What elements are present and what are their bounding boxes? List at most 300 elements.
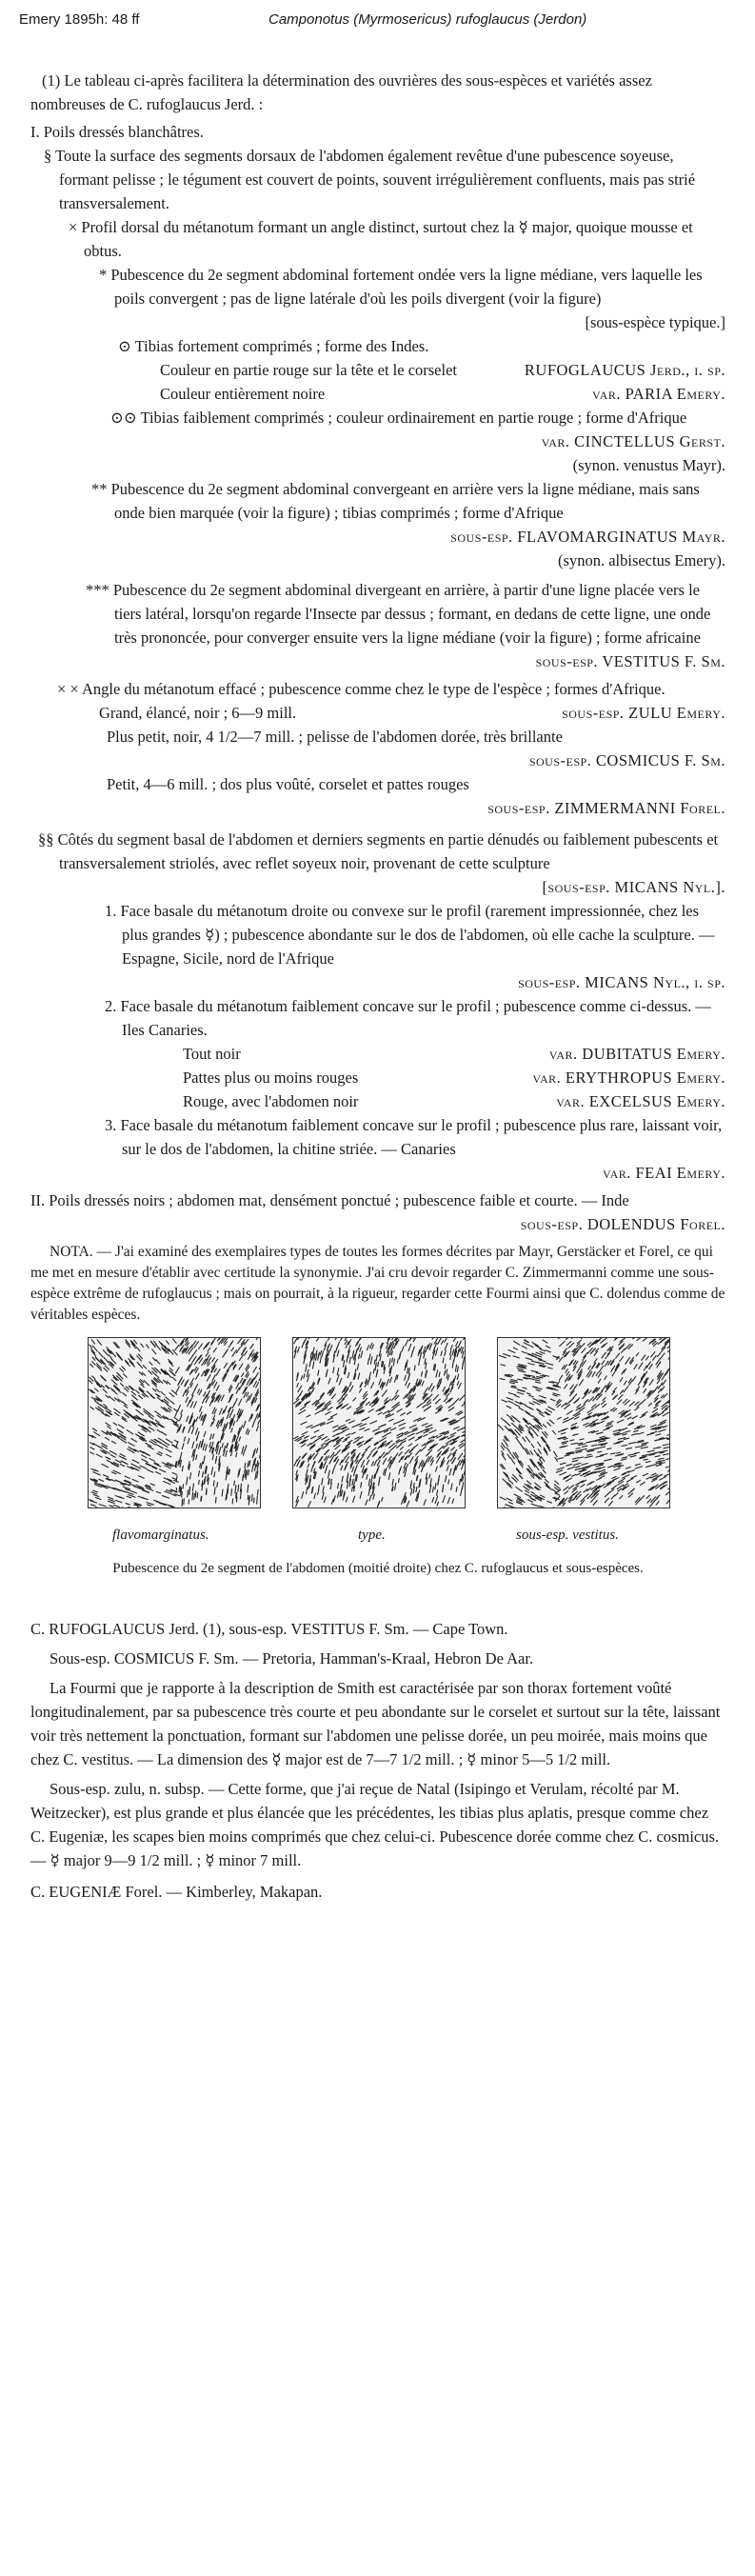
- hatch-stroke: [587, 1408, 594, 1413]
- hatch-stroke: [255, 1413, 258, 1421]
- hatch-stroke: [322, 1492, 324, 1500]
- hatch-stroke: [422, 1423, 428, 1426]
- pubescence-figure-vestitus: [497, 1337, 670, 1508]
- hatch-stroke: [580, 1485, 585, 1488]
- hatch-stroke: [666, 1434, 669, 1435]
- hatch-stroke: [563, 1421, 567, 1423]
- hatch-stroke: [175, 1345, 179, 1350]
- hatch-stroke: [569, 1398, 573, 1402]
- hatch-stroke: [306, 1364, 308, 1372]
- hatch-stroke: [248, 1497, 249, 1506]
- hatch-stroke: [559, 1375, 563, 1381]
- hatch-stroke: [426, 1362, 427, 1368]
- hatch-stroke: [507, 1406, 511, 1408]
- hatch-stroke: [665, 1368, 669, 1375]
- hatch-stroke: [333, 1465, 335, 1469]
- key-a3-value: sous-esp. VESTITUS F. Sm.: [535, 652, 725, 670]
- hatch-stroke: [393, 1358, 394, 1366]
- hatch-stroke: [369, 1354, 370, 1361]
- hatch-stroke: [579, 1439, 584, 1440]
- key-section-I: I. Poils dressés blanchâtres.: [30, 123, 204, 141]
- hatch-stroke: [407, 1383, 410, 1388]
- hatch-stroke: [189, 1472, 190, 1479]
- hatch-stroke: [586, 1425, 590, 1427]
- hatch-stroke: [358, 1344, 361, 1350]
- hatch-stroke: [552, 1430, 556, 1434]
- hatch-stroke: [246, 1428, 248, 1434]
- hatch-stroke: [641, 1447, 648, 1448]
- hatch-stroke: [182, 1466, 183, 1471]
- hatch-stroke: [294, 1460, 297, 1467]
- hatch-stroke: [306, 1487, 308, 1494]
- hatch-stroke: [552, 1489, 558, 1493]
- hatch-stroke: [113, 1423, 117, 1426]
- hatch-stroke: [332, 1426, 338, 1428]
- hatch-stroke: [366, 1500, 368, 1506]
- hatch-stroke: [642, 1443, 649, 1445]
- hatch-stroke: [520, 1443, 524, 1448]
- entry-value: var. DUBITATUS Emery.: [548, 1045, 725, 1063]
- hatch-stroke: [546, 1346, 550, 1348]
- hatch-stroke: [337, 1350, 339, 1357]
- hatch-stroke: [405, 1340, 408, 1347]
- hatch-stroke: [641, 1355, 646, 1361]
- hatch-stroke: [231, 1488, 232, 1495]
- hatch-stroke: [622, 1445, 627, 1446]
- hatch-stroke: [562, 1443, 566, 1444]
- hatch-stroke: [428, 1429, 436, 1433]
- hatch-stroke: [201, 1462, 203, 1469]
- hatch-stroke: [130, 1490, 137, 1493]
- hatch-stroke: [386, 1432, 391, 1435]
- hatch-stroke: [647, 1450, 655, 1452]
- hatch-stroke: [379, 1480, 380, 1487]
- hatch-stroke: [457, 1381, 459, 1386]
- hatch-stroke: [462, 1427, 465, 1428]
- hatch-stroke: [239, 1354, 243, 1360]
- key-n2-entry-1: [183, 1042, 725, 1066]
- hatch-stroke: [616, 1452, 621, 1453]
- hatch-stroke: [388, 1472, 390, 1480]
- hatch-stroke: [549, 1420, 554, 1425]
- hatch-stroke: [456, 1487, 457, 1492]
- hatch-stroke: [564, 1490, 567, 1494]
- hatch-stroke: [125, 1476, 130, 1479]
- page-content: [30, 69, 725, 1904]
- hatch-stroke: [636, 1480, 641, 1483]
- hatch-stroke: [97, 1339, 102, 1345]
- hatch-stroke: [185, 1379, 189, 1387]
- page-reference: Emery 1895h: 48 ff: [19, 11, 140, 28]
- hatch-stroke: [195, 1373, 199, 1380]
- hatch-stroke: [464, 1452, 465, 1457]
- hatch-stroke: [180, 1414, 183, 1420]
- hatch-stroke: [367, 1474, 368, 1480]
- hatch-stroke: [534, 1449, 538, 1456]
- hatch-stroke: [593, 1500, 598, 1506]
- hatch-stroke: [534, 1380, 539, 1381]
- hatch-stroke: [517, 1379, 523, 1380]
- hatch-stroke: [520, 1475, 524, 1479]
- key-s1: § Toute la surface des segments dorsaux de l'abdomen également revêtue d'une pubescence soyeuse, formant pelisse ; le tégument est couvert de points, souvent irrégulièrement confluents, mais pas strié transversalement.: [44, 147, 696, 212]
- hatch-stroke: [136, 1347, 140, 1351]
- hatch-stroke: [368, 1479, 369, 1487]
- hatch-stroke: [550, 1399, 555, 1401]
- hatch-stroke: [422, 1405, 427, 1408]
- hatch-stroke: [359, 1388, 362, 1392]
- hatch-stroke: [513, 1356, 520, 1358]
- hatch-stroke: [514, 1432, 519, 1438]
- hatch-stroke: [625, 1430, 630, 1432]
- hatch-stroke: [300, 1435, 305, 1437]
- hatch-stroke: [368, 1408, 374, 1412]
- hatch-stroke: [571, 1474, 576, 1476]
- hatch-stroke: [632, 1416, 638, 1419]
- hatch-stroke: [209, 1434, 211, 1441]
- hatch-stroke: [352, 1467, 354, 1472]
- hatch-stroke: [640, 1482, 645, 1485]
- hatch-stroke: [457, 1367, 458, 1373]
- hatch-stroke: [541, 1456, 545, 1462]
- hatch-stroke: [634, 1407, 639, 1410]
- entry-value: RUFOGLAUCUS Jerd., i. sp.: [524, 361, 725, 379]
- hatch-stroke: [445, 1343, 447, 1350]
- hatch-stroke: [628, 1453, 637, 1455]
- hatch-stroke: [509, 1506, 516, 1508]
- hatch-stroke: [93, 1494, 100, 1496]
- hatch-stroke: [198, 1344, 203, 1349]
- hatch-stroke: [561, 1446, 568, 1448]
- hatch-stroke: [540, 1351, 546, 1353]
- hatch-stroke: [144, 1453, 149, 1456]
- hatch-stroke: [435, 1467, 437, 1472]
- hatch-stroke: [522, 1346, 527, 1348]
- hatch-stroke: [441, 1350, 442, 1355]
- hatch-stroke: [563, 1487, 568, 1491]
- hatch-stroke: [624, 1386, 629, 1392]
- hatch-stroke: [573, 1412, 580, 1416]
- hatch-stroke: [569, 1385, 573, 1389]
- key-n1: 1. Face basale du métanotum droite ou convexe sur le profil (rarement impressionnée, chez les plus grandes ☿) ; pubescence abondante sur le dos de l'abdomen, où elle cache la sculpture. — Espagne, Sicile, nord de l'Afrique: [105, 902, 715, 968]
- hatch-stroke: [443, 1495, 446, 1503]
- hatch-stroke: [619, 1345, 624, 1349]
- hatch-stroke: [343, 1360, 344, 1367]
- hatch-stroke: [598, 1379, 601, 1384]
- entry-label: Rouge, avec l'abdomen noir: [183, 1092, 359, 1110]
- hatch-stroke: [655, 1456, 661, 1457]
- hatch-stroke: [424, 1499, 426, 1505]
- hatch-stroke: [559, 1341, 565, 1347]
- hatch-stroke: [95, 1356, 100, 1361]
- hatch-stroke: [612, 1476, 617, 1478]
- hatch-stroke: [527, 1363, 534, 1365]
- hatch-stroke: [329, 1345, 331, 1351]
- hatch-stroke: [257, 1489, 258, 1496]
- hatch-stroke: [243, 1421, 246, 1428]
- entry-label: Grand, élancé, noir ; 6—9 mill.: [99, 704, 297, 722]
- hatch-stroke: [623, 1434, 627, 1435]
- hatch-stroke: [212, 1454, 213, 1460]
- hatch-stroke: [186, 1397, 189, 1403]
- key-x1: × Profil dorsal du métanotum formant un angle distinct, surtout chez la ☿ major, quoique mousse et obtus.: [69, 218, 693, 260]
- hatch-stroke: [453, 1338, 456, 1342]
- hatch-stroke: [340, 1338, 344, 1341]
- hatch-stroke: [435, 1483, 436, 1490]
- hatch-stroke: [425, 1358, 426, 1365]
- hatch-stroke: [546, 1422, 550, 1426]
- hatch-stroke: [406, 1464, 407, 1469]
- hatch-stroke: [248, 1353, 252, 1360]
- hatch-stroke: [363, 1391, 367, 1397]
- entry-value: var. PARIA Emery.: [592, 385, 725, 403]
- hatch-stroke: [357, 1441, 364, 1446]
- hatch-stroke: [352, 1496, 354, 1503]
- hatch-stroke: [214, 1382, 217, 1388]
- hatch-stroke: [552, 1394, 557, 1396]
- hatch-stroke: [199, 1480, 200, 1485]
- hatch-stroke: [96, 1454, 103, 1457]
- hatch-stroke: [103, 1388, 108, 1392]
- figure-caption: Pubescence du 2e segment de l'abdomen (moitié droite) chez C. rufoglaucus et sous-espèces.: [112, 1561, 644, 1576]
- hatch-stroke: [240, 1425, 242, 1430]
- hatch-stroke: [298, 1386, 302, 1392]
- hatch-stroke: [373, 1494, 375, 1500]
- hatch-stroke: [539, 1506, 546, 1508]
- hatch-stroke: [336, 1374, 339, 1382]
- hatch-stroke: [396, 1389, 399, 1393]
- hatch-stroke: [463, 1338, 465, 1340]
- hatch-stroke: [533, 1430, 538, 1436]
- hatch-stroke: [539, 1413, 545, 1417]
- hatch-stroke: [162, 1495, 169, 1498]
- hatch-stroke: [566, 1368, 568, 1373]
- hatch-stroke: [370, 1483, 371, 1489]
- hatch-stroke: [572, 1458, 579, 1460]
- key-o2-value: var. CINCTELLUS Gerst.: [541, 432, 725, 450]
- hatch-stroke: [367, 1345, 368, 1350]
- hatch-stroke: [310, 1440, 317, 1445]
- hatch-stroke: [203, 1343, 208, 1349]
- hatch-stroke: [444, 1398, 447, 1402]
- hatch-stroke: [89, 1380, 92, 1384]
- hatch-stroke: [539, 1396, 546, 1399]
- hatch-stroke: [115, 1500, 122, 1502]
- hatch-stroke: [638, 1432, 645, 1434]
- hatch-stroke: [408, 1453, 412, 1458]
- hatch-stroke: [211, 1338, 216, 1344]
- hatch-stroke: [444, 1338, 447, 1343]
- hatch-stroke: [301, 1375, 302, 1380]
- hatch-stroke: [157, 1397, 163, 1402]
- hatch-stroke: [611, 1495, 616, 1500]
- hatch-stroke: [394, 1375, 397, 1383]
- hatch-stroke: [166, 1454, 171, 1457]
- hatch-stroke: [103, 1475, 109, 1478]
- hatch-stroke: [449, 1468, 451, 1476]
- hatch-stroke: [213, 1348, 217, 1352]
- hatch-stroke: [657, 1380, 660, 1384]
- hatch-stroke: [648, 1364, 652, 1369]
- hatch-stroke: [91, 1361, 95, 1365]
- hatch-stroke: [259, 1374, 260, 1381]
- hatch-stroke: [416, 1487, 417, 1492]
- hatch-stroke: [428, 1383, 432, 1390]
- hatch-stroke: [536, 1376, 543, 1377]
- hatch-stroke: [516, 1437, 521, 1443]
- hatch-stroke: [500, 1379, 506, 1380]
- hatch-stroke: [565, 1377, 567, 1382]
- hatch-stroke: [415, 1449, 420, 1455]
- hatch-stroke: [586, 1454, 591, 1455]
- hatch-stroke: [126, 1491, 133, 1494]
- hatch-stroke: [641, 1399, 646, 1404]
- hatch-stroke: [238, 1338, 243, 1344]
- hatch-stroke: [421, 1371, 422, 1377]
- hatch-stroke: [666, 1466, 669, 1468]
- hatch-stroke: [574, 1398, 580, 1404]
- hatch-stroke: [238, 1485, 239, 1492]
- hatch-stroke: [427, 1425, 432, 1428]
- hatch-stroke: [432, 1338, 436, 1340]
- hatch-stroke: [254, 1464, 255, 1470]
- hatch-stroke: [564, 1405, 570, 1409]
- hatch-stroke: [214, 1487, 215, 1494]
- hatch-stroke: [115, 1480, 120, 1482]
- hatch-stroke: [192, 1356, 196, 1363]
- hatch-stroke: [499, 1355, 507, 1358]
- hatch-stroke: [245, 1445, 247, 1450]
- hatch-stroke: [341, 1466, 343, 1470]
- hatch-stroke: [410, 1488, 412, 1495]
- hatch-stroke: [631, 1433, 638, 1435]
- hatch-stroke: [312, 1487, 313, 1493]
- hatch-stroke: [255, 1471, 257, 1480]
- hatch-stroke: [200, 1463, 201, 1468]
- hatch-stroke: [128, 1507, 135, 1508]
- hatch-stroke: [357, 1364, 358, 1370]
- key-o2-synonym: (synon. venustus Mayr).: [572, 456, 725, 474]
- hatch-stroke: [321, 1436, 328, 1440]
- hatch-stroke: [591, 1445, 597, 1446]
- hatch-stroke: [219, 1408, 222, 1415]
- hatch-stroke: [381, 1424, 387, 1427]
- hatch-stroke: [639, 1362, 644, 1368]
- hatch-stroke: [205, 1476, 206, 1484]
- hatch-stroke: [602, 1360, 605, 1365]
- hatch-stroke: [95, 1382, 102, 1388]
- hatch-stroke: [656, 1465, 662, 1467]
- hatch-stroke: [113, 1505, 120, 1507]
- hatch-stroke: [532, 1387, 538, 1388]
- hatch-stroke: [178, 1460, 179, 1466]
- key-n3: 3. Face basale du métanotum faiblement concave sur le profil ; pubescence plus rare, laissant voir, sur le dos de l'abdomen, la chitine striée. — Canaries: [105, 1116, 723, 1158]
- hatch-stroke: [297, 1338, 302, 1340]
- hatch-stroke: [163, 1481, 170, 1484]
- hatch-stroke: [144, 1380, 149, 1386]
- hatch-stroke: [211, 1467, 213, 1475]
- hatch-stroke: [198, 1441, 200, 1448]
- hatch-stroke: [658, 1423, 665, 1426]
- hatch-stroke: [172, 1445, 179, 1448]
- hatch-stroke: [296, 1470, 298, 1475]
- hatch-stroke: [389, 1377, 391, 1383]
- hatch-stroke: [147, 1469, 153, 1472]
- hatch-stroke: [378, 1362, 379, 1368]
- hatch-stroke: [450, 1447, 454, 1450]
- hatch-stroke: [251, 1494, 252, 1502]
- hatch-stroke: [561, 1432, 566, 1434]
- hatch-stroke: [663, 1393, 666, 1398]
- hatch-stroke: [461, 1416, 465, 1419]
- hatch-stroke: [429, 1474, 430, 1479]
- hatch-stroke: [406, 1381, 407, 1386]
- hatch-stroke: [156, 1491, 161, 1493]
- hatch-stroke: [632, 1376, 635, 1381]
- hatch-stroke: [401, 1499, 403, 1505]
- hatch-stroke: [115, 1495, 122, 1497]
- hatch-stroke: [194, 1384, 197, 1389]
- hatch-stroke: [353, 1354, 354, 1360]
- hatch-stroke: [98, 1351, 103, 1357]
- hatch-stroke: [554, 1481, 559, 1485]
- hatch-stroke: [628, 1442, 636, 1444]
- hatch-stroke: [308, 1338, 311, 1339]
- hatch-stroke: [450, 1355, 451, 1360]
- hatch-stroke: [202, 1471, 203, 1477]
- hatch-stroke: [526, 1412, 532, 1417]
- hatch-stroke: [129, 1484, 136, 1487]
- hatch-stroke: [302, 1341, 305, 1348]
- body-paragraph-4: Sous-esp. zulu, n. subsp. — Cette forme, que j'ai reçue de Natal (Isipingo et Verulam, récolté par M. Weitzecker), est plus grande et plus élancée que les précédentes, les tibias plus aplatis, presque comme chez C. Eugeniæ, les scapes bien moins comprimés que chez celui-ci. Pubescence dorée comme chez C. cosmicus. — ☿ major 9—9 1/2 mill. ; ☿ minor 7 mill.: [30, 1780, 720, 1869]
- hatch-stroke: [182, 1443, 184, 1449]
- hatch-stroke: [445, 1364, 446, 1368]
- hatch-stroke: [408, 1437, 414, 1441]
- hatch-stroke: [301, 1422, 308, 1425]
- hatch-stroke: [379, 1379, 382, 1386]
- hatch-stroke: [664, 1473, 669, 1476]
- hatch-stroke: [650, 1425, 656, 1427]
- hatch-stroke: [231, 1409, 233, 1414]
- hatch-stroke: [139, 1412, 144, 1415]
- hatch-stroke: [349, 1357, 350, 1364]
- hatch-stroke: [161, 1432, 167, 1436]
- hatch-stroke: [635, 1464, 641, 1466]
- hatch-stroke: [408, 1444, 412, 1447]
- hatch-stroke: [508, 1392, 516, 1395]
- hatch-stroke: [519, 1408, 524, 1410]
- intro-footnote: (1) Le tableau ci-après facilitera la détermination des ouvrières des sous-espèces et variétés assez nombreuses de C. rufoglaucus Jerd. :: [30, 71, 652, 113]
- hatch-stroke: [241, 1372, 244, 1377]
- hatch-stroke: [174, 1417, 180, 1421]
- figure-label-vestitus: sous-esp. vestitus.: [516, 1528, 619, 1543]
- hatch-stroke: [157, 1429, 162, 1432]
- hatch-stroke: [358, 1354, 359, 1359]
- hatch-stroke: [427, 1394, 432, 1400]
- hatch-stroke: [574, 1384, 577, 1388]
- hatch-stroke: [240, 1491, 241, 1499]
- hatch-stroke: [569, 1440, 574, 1441]
- hatch-stroke: [510, 1387, 517, 1388]
- hatch-stroke: [256, 1426, 258, 1431]
- hatch-stroke: [435, 1496, 438, 1504]
- hatch-stroke: [192, 1484, 193, 1491]
- hatch-stroke: [191, 1389, 195, 1396]
- hatch-stroke: [236, 1492, 237, 1497]
- hatch-stroke: [210, 1422, 212, 1427]
- hatch-stroke: [130, 1341, 135, 1347]
- hatch-stroke: [122, 1402, 127, 1406]
- hatch-stroke: [168, 1374, 171, 1378]
